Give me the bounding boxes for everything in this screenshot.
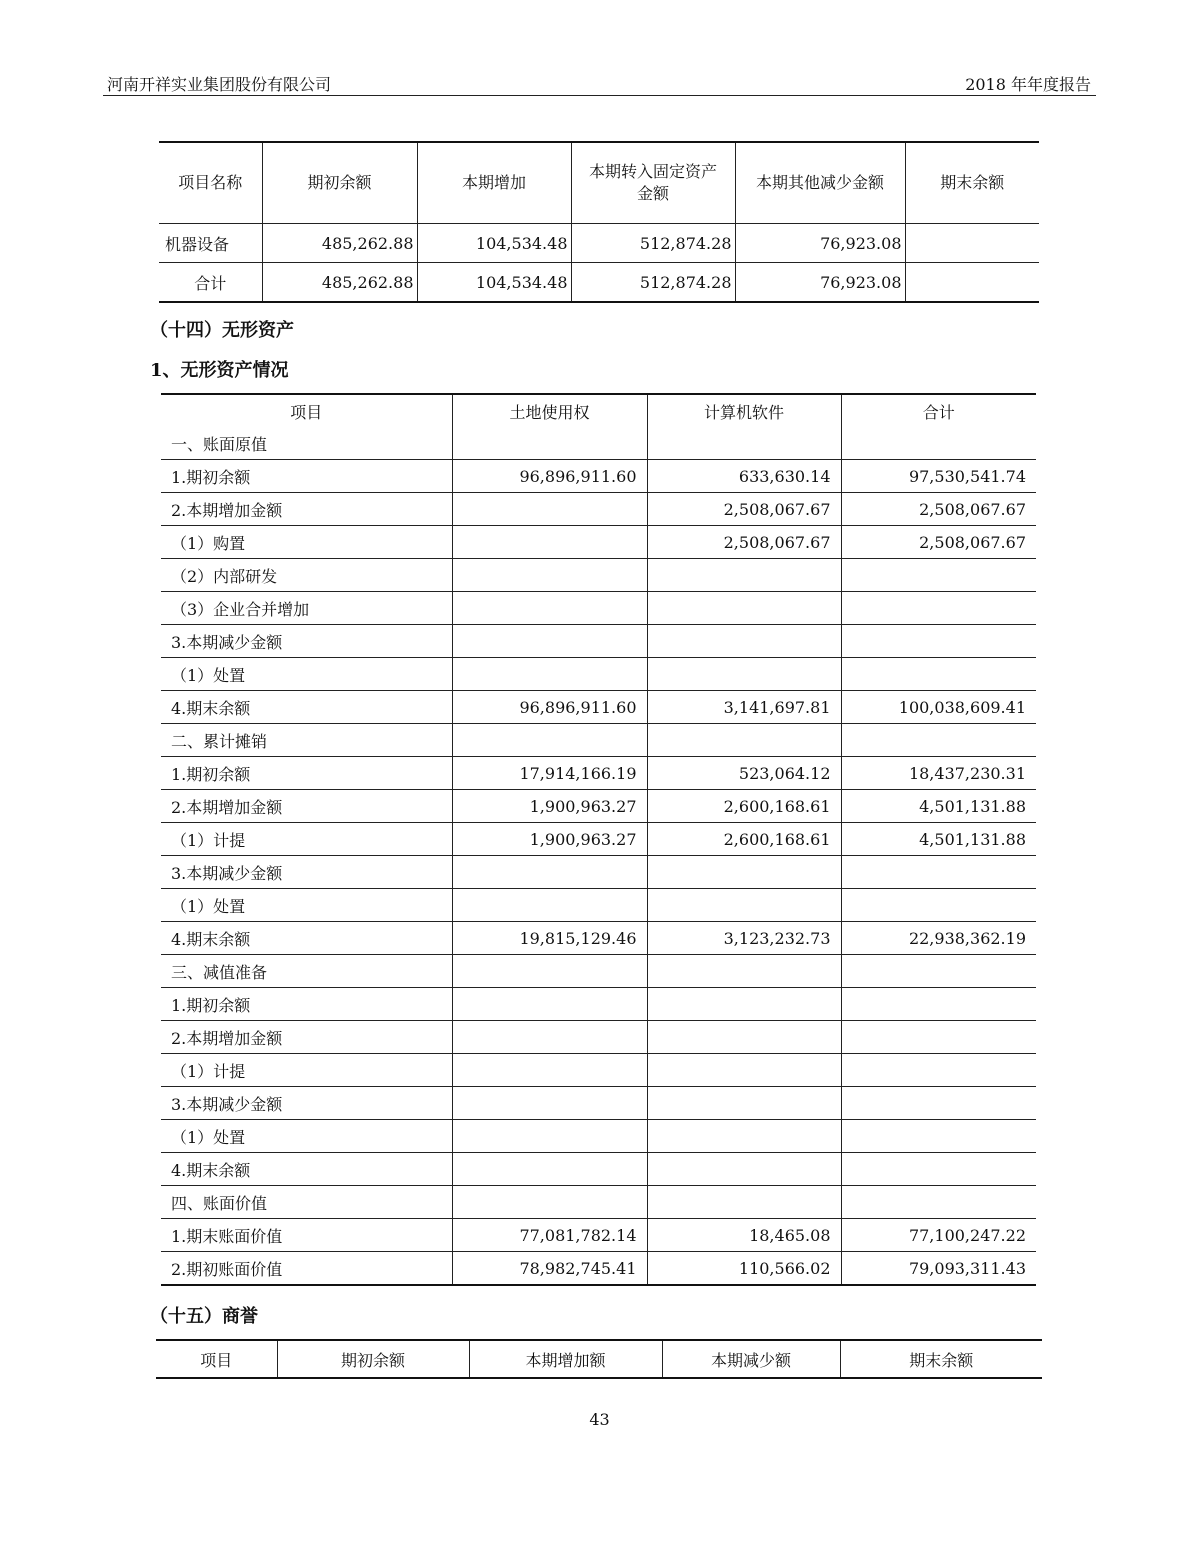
table-cell: 4,501,131.88 bbox=[841, 823, 1036, 856]
table-cell bbox=[452, 856, 647, 889]
table-cell bbox=[647, 1054, 841, 1087]
table-row bbox=[161, 988, 1036, 1021]
table-row bbox=[161, 493, 1036, 526]
table-cell bbox=[647, 988, 841, 1021]
report-title: 2018 年年度报告 bbox=[965, 75, 1091, 94]
table-cell: 76,923.08 bbox=[735, 263, 905, 303]
row-label: 三、减值准备 bbox=[161, 955, 452, 988]
table-cell: 485,262.88 bbox=[262, 263, 417, 303]
header-cell: 本期增加额 bbox=[469, 1340, 662, 1378]
table-cell bbox=[452, 724, 647, 757]
row-label: 机器设备 bbox=[159, 224, 262, 263]
table-cell bbox=[647, 724, 841, 757]
table-row bbox=[161, 889, 1036, 922]
table-cell bbox=[841, 856, 1036, 889]
header-cell: 合计 bbox=[922, 402, 955, 422]
row-label: （1）购置 bbox=[161, 526, 452, 559]
table-cell bbox=[841, 988, 1036, 1021]
table-cell bbox=[452, 625, 647, 658]
table-row bbox=[161, 823, 1036, 856]
table-header-row bbox=[161, 394, 1036, 427]
table-cell: 512,874.28 bbox=[571, 224, 735, 263]
table-cell bbox=[647, 625, 841, 658]
table-cell bbox=[647, 889, 841, 922]
table-row bbox=[161, 592, 1036, 625]
table-row bbox=[161, 625, 1036, 658]
header-cell: 期末余额 bbox=[909, 1350, 974, 1370]
row-label: 2.期初账面价值 bbox=[161, 1252, 452, 1286]
table-cell: 104,534.48 bbox=[417, 224, 571, 263]
row-label: 2.本期增加金额 bbox=[161, 493, 452, 526]
table-cell: 485,262.88 bbox=[262, 224, 417, 263]
table-row bbox=[159, 224, 1039, 263]
table-cell: 18,465.08 bbox=[647, 1219, 841, 1252]
header-cell: 期末余额 bbox=[905, 142, 1039, 224]
table-cell: 77,100,247.22 bbox=[841, 1219, 1036, 1252]
table-cell: 100,038,609.41 bbox=[841, 691, 1036, 724]
table-cell bbox=[452, 559, 647, 592]
table-cell bbox=[452, 493, 647, 526]
table-cell: 523,064.12 bbox=[647, 757, 841, 790]
table-header-row bbox=[159, 142, 1039, 224]
header-cell: 项目名称 bbox=[159, 142, 262, 224]
row-label: 3.本期减少金额 bbox=[161, 1087, 452, 1120]
table-cell bbox=[647, 856, 841, 889]
row-label: 合计 bbox=[159, 263, 262, 303]
table-cell bbox=[647, 427, 841, 460]
table-cell bbox=[452, 526, 647, 559]
table-row bbox=[161, 658, 1036, 691]
table-cell bbox=[841, 955, 1036, 988]
table-cell bbox=[647, 1120, 841, 1153]
header-cell: 项目 bbox=[156, 1340, 277, 1378]
row-label: 4.期末余额 bbox=[161, 691, 452, 724]
table-cell bbox=[841, 1186, 1036, 1219]
table-cell: 97,530,541.74 bbox=[841, 460, 1036, 493]
table-header-row bbox=[156, 1340, 1042, 1378]
table-cell bbox=[841, 724, 1036, 757]
row-label: 二、累计摊销 bbox=[161, 724, 452, 757]
table-cell bbox=[905, 224, 1039, 263]
header-cell: 期初余额 bbox=[277, 1340, 469, 1378]
intangible-assets-table bbox=[161, 393, 1036, 1286]
table-cell bbox=[452, 592, 647, 625]
table-cell: 1,900,963.27 bbox=[452, 823, 647, 856]
page-number: 43 bbox=[589, 1410, 610, 1429]
row-label: 2.本期增加金额 bbox=[161, 790, 452, 823]
table-cell bbox=[905, 263, 1039, 303]
table-cell: 19,815,129.46 bbox=[452, 922, 647, 955]
table-cell: 1,900,963.27 bbox=[452, 790, 647, 823]
table-cell: 104,534.48 bbox=[417, 263, 571, 303]
table-cell bbox=[841, 889, 1036, 922]
table-row bbox=[161, 526, 1036, 559]
table-row bbox=[161, 1219, 1036, 1252]
table-cell bbox=[647, 1153, 841, 1186]
table-cell bbox=[452, 1120, 647, 1153]
table-cell bbox=[452, 658, 647, 691]
table-cell: 512,874.28 bbox=[571, 263, 735, 303]
row-label: 一、账面原值 bbox=[161, 427, 452, 460]
row-label: 2.本期增加金额 bbox=[161, 1021, 452, 1054]
table-cell bbox=[452, 955, 647, 988]
table-row bbox=[161, 1120, 1036, 1153]
table-row bbox=[161, 559, 1036, 592]
section-heading: （十五）商誉 bbox=[150, 1306, 258, 1327]
table-cell bbox=[647, 592, 841, 625]
table-cell: 17,914,166.19 bbox=[452, 757, 647, 790]
table-cell bbox=[841, 1153, 1036, 1186]
header-cell: 期初余额 bbox=[262, 142, 417, 224]
table-cell: 633,630.14 bbox=[647, 460, 841, 493]
table-row bbox=[161, 460, 1036, 493]
header-cell: 本期其他减少金额 bbox=[735, 142, 905, 224]
section-heading: （十四）无形资产 bbox=[150, 320, 294, 341]
table-cell bbox=[647, 955, 841, 988]
table-cell bbox=[452, 1153, 647, 1186]
header-cell: 本期转入固定资产金额 bbox=[571, 142, 735, 224]
construction-in-progress-table bbox=[159, 141, 1039, 303]
table-cell bbox=[647, 559, 841, 592]
table-row bbox=[161, 1087, 1036, 1120]
table-cell bbox=[841, 1021, 1036, 1054]
table-cell: 3,123,232.73 bbox=[647, 922, 841, 955]
row-label: （1）计提 bbox=[161, 823, 452, 856]
row-label: （1）计提 bbox=[161, 1054, 452, 1087]
table-cell bbox=[841, 1054, 1036, 1087]
table-cell: 78,982,745.41 bbox=[452, 1252, 647, 1286]
table-cell bbox=[452, 1186, 647, 1219]
header-cell: 本期增加 bbox=[417, 142, 571, 224]
row-label: （1）处置 bbox=[161, 889, 452, 922]
table-row bbox=[161, 1021, 1036, 1054]
table-cell: 110,566.02 bbox=[647, 1252, 841, 1286]
header-cell: 计算机软件 bbox=[647, 394, 841, 427]
table-cell: 2,600,168.61 bbox=[647, 790, 841, 823]
table-cell bbox=[841, 1120, 1036, 1153]
table-row bbox=[161, 790, 1036, 823]
header-cell: 本期减少额 bbox=[662, 1340, 840, 1378]
table-cell: 3,141,697.81 bbox=[647, 691, 841, 724]
table-row bbox=[161, 856, 1036, 889]
table-cell: 2,600,168.61 bbox=[647, 823, 841, 856]
goodwill-table bbox=[156, 1339, 1042, 1379]
table-cell: 96,896,911.60 bbox=[452, 460, 647, 493]
table-row bbox=[161, 757, 1036, 790]
table-cell: 2,508,067.67 bbox=[647, 526, 841, 559]
table-row bbox=[161, 1252, 1036, 1286]
table-cell: 22,938,362.19 bbox=[841, 922, 1036, 955]
table-cell: 2,508,067.67 bbox=[841, 526, 1036, 559]
row-label: 4.期末余额 bbox=[161, 922, 452, 955]
table-row bbox=[161, 724, 1036, 757]
table-row bbox=[161, 922, 1036, 955]
table-cell: 2,508,067.67 bbox=[647, 493, 841, 526]
table-cell bbox=[841, 559, 1036, 592]
table-cell bbox=[841, 1087, 1036, 1120]
table-cell: 2,508,067.67 bbox=[841, 493, 1036, 526]
table-cell bbox=[647, 1186, 841, 1219]
company-name: 河南开祥实业集团股份有限公司 bbox=[107, 75, 332, 94]
table-cell bbox=[452, 427, 647, 460]
table-cell: 96,896,911.60 bbox=[452, 691, 647, 724]
table-row bbox=[161, 1054, 1036, 1087]
header-cell: 项目 bbox=[161, 394, 452, 427]
header-divider bbox=[103, 95, 1096, 96]
table-row bbox=[161, 955, 1036, 988]
table-cell bbox=[647, 1087, 841, 1120]
row-label: （2）内部研发 bbox=[161, 559, 452, 592]
row-label: （1）处置 bbox=[161, 658, 452, 691]
row-label: 4.期末余额 bbox=[161, 1153, 452, 1186]
table-cell bbox=[647, 658, 841, 691]
table-row bbox=[161, 1153, 1036, 1186]
table-cell: 77,081,782.14 bbox=[452, 1219, 647, 1252]
subsection-heading: 1、无形资产情况 bbox=[150, 360, 289, 381]
row-label: （3）企业合并增加 bbox=[161, 592, 452, 625]
table-cell bbox=[452, 1054, 647, 1087]
row-label: （1）处置 bbox=[161, 1120, 452, 1153]
row-label: 3.本期减少金额 bbox=[161, 856, 452, 889]
table-row bbox=[159, 263, 1039, 303]
row-label: 四、账面价值 bbox=[161, 1186, 452, 1219]
table-row bbox=[161, 1186, 1036, 1219]
table-cell: 79,093,311.43 bbox=[908, 1258, 1026, 1278]
table-cell bbox=[841, 658, 1036, 691]
row-label: 1.期末账面价值 bbox=[161, 1219, 452, 1252]
row-label: 1.期初余额 bbox=[161, 988, 452, 1021]
table-cell bbox=[452, 988, 647, 1021]
table-cell bbox=[841, 592, 1036, 625]
table-row bbox=[161, 427, 1036, 460]
header-cell: 土地使用权 bbox=[452, 394, 647, 427]
table-cell: 76,923.08 bbox=[735, 224, 905, 263]
table-row bbox=[161, 691, 1036, 724]
table-cell bbox=[841, 625, 1036, 658]
table-cell bbox=[452, 889, 647, 922]
row-label: 3.本期减少金额 bbox=[161, 625, 452, 658]
table-cell bbox=[841, 427, 1036, 460]
table-cell: 18,437,230.31 bbox=[841, 757, 1036, 790]
row-label: 1.期初余额 bbox=[161, 460, 452, 493]
table-cell bbox=[647, 1021, 841, 1054]
table-cell bbox=[452, 1021, 647, 1054]
row-label: 1.期初余额 bbox=[161, 757, 452, 790]
table-cell: 4,501,131.88 bbox=[841, 790, 1036, 823]
table-cell bbox=[452, 1087, 647, 1120]
